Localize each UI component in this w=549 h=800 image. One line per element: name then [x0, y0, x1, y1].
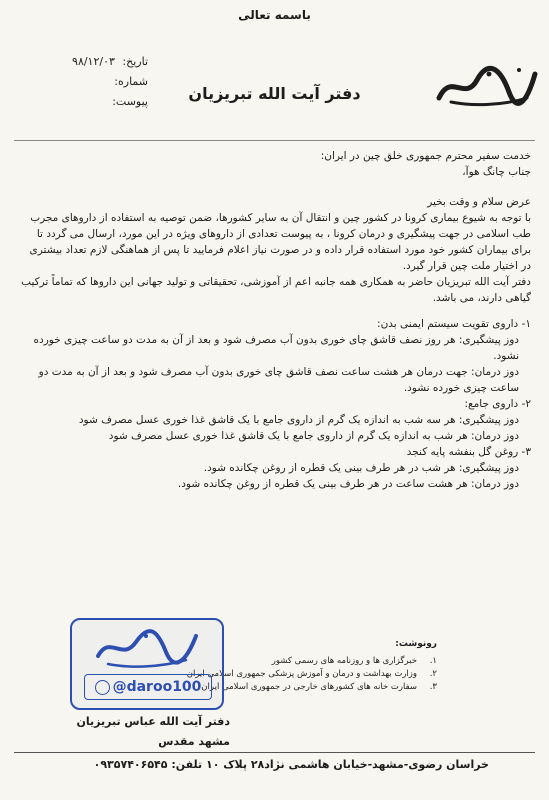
cc-item-text: سفارت خانه های کشورهای خارجی در جمهوری اسلامی ایران	[201, 682, 417, 692]
paragraph-2: دفتر آیت الله تبریزیان حاضر به همکاری همه جانبه اعم از آموزشی، تحقیقاتی و تولید جهانی این داروها که تماماً ترکیب گیاهی دارند، می باشد.	[21, 276, 531, 304]
number-row	[18, 72, 148, 92]
date-row	[18, 52, 148, 72]
date-value: ۹۸/۱۲/۰۳	[72, 55, 115, 68]
stamp-calligraphy	[92, 626, 202, 670]
item-2-title: ۲- داروی جامع:	[464, 398, 531, 410]
cc-item-number: ۱.	[429, 656, 437, 666]
cc-item-text: وزارت بهداشت و درمان و آموزش پزشکی جمهوری اسلامی ایران	[186, 669, 417, 679]
signature-block	[70, 712, 230, 752]
attachment-row	[18, 92, 148, 112]
header-divider	[14, 140, 535, 141]
letter-body	[21, 148, 531, 492]
attachment-label: پیوست:	[112, 95, 148, 108]
paragraph-1: با توجه به شیوع بیماری کرونا در کشور چین و انتقال آن به سایر کشورها، ضمن توصیه به استفاده از داروهای مجرب طب اسلامی در جهت پیشگیری و درمان کرونا ، به پیوست تعدادی از داروهای ویژه در این مورد، ارسال می گردد تا برای بیماران کشور خود مورد استفاده قرار داده و در صورت نیاز اعلام فرمایید تا پس از هماهنگی لازم تعداد بیشتری در اختیار ملت چین قرار گیرد.	[29, 212, 531, 272]
stamp-handle-text: @daroo100	[112, 679, 202, 695]
recipient-line-2: جناب چانگ هوآ،	[462, 166, 531, 178]
basmala: باسمه تعالی	[238, 8, 311, 22]
signature-name: دفتر آیت الله عباس تبریزیان	[76, 715, 230, 728]
cc-title: رونوشت:	[395, 639, 437, 649]
item-2-treatment: دوز درمان: هر شب به اندازه یک گرم از داروی جامع با یک قاشق غذا خوری عسل مصرف شود	[108, 430, 519, 442]
item-3-prevention: دوز پیشگیری: هر شب در هر طرف بینی یک قطره از روغن چکانده شود.	[203, 462, 519, 474]
item-1-title: ۱- داروی تقویت سیستم ایمنی بدن:	[377, 318, 531, 330]
item-3-treatment: دوز درمان: هر هشت ساعت در هر طرف بینی یک قطره از روغن چکانده شود.	[177, 478, 519, 490]
item-1-treatment: دوز درمان: جهت درمان هر هشت ساعت نصف قاشق چای خوری بدون آب مصرف شود و بعد از آن به مدت دو ساعت چیزی خورده نشود.	[38, 366, 519, 394]
greeting: عرض سلام و وقت بخیر	[427, 196, 531, 208]
item-3-title: ۳- روغن گل بنفشه پایه کنجد	[406, 446, 531, 458]
item-2-prevention: دوز پیشگیری: هر سه شب به اندازه یک گرم از داروی جامع با یک قاشق غذا خوری عسل مصرف شود	[78, 414, 519, 426]
cc-item-text: خبرگزاری ها و روزنامه های رسمی کشور	[271, 656, 417, 666]
office-stamp	[70, 618, 224, 710]
stamp-handle-box	[84, 674, 212, 700]
footer-divider	[14, 752, 535, 753]
date-label: تاریخ:	[122, 55, 148, 68]
cc-item-number: ۲.	[429, 669, 437, 679]
item-1-prevention: دوز پیشگیری: هر روز نصف قاشق چای خوری بدون آب مصرف شود و بعد از آن به مدت دو ساعت چیزی خورده نشود.	[33, 334, 519, 362]
office-title: دفتر آیت الله تبریزیان	[188, 84, 361, 103]
signature-city: مشهد مقدس	[158, 735, 230, 748]
footer-address: خراسان رضوی-مشهد-خیابان هاشمی نژاد۲۸ پلاک ۱۰ تلفن: ۰۹۳۵۷۴۰۶۵۴۵	[93, 758, 489, 771]
recipient-line-1: خدمت سفیر محترم جمهوری خلق چین در ایران:	[320, 150, 531, 162]
letter-meta	[18, 52, 148, 112]
instagram-icon	[95, 680, 110, 695]
number-label: شماره:	[114, 75, 148, 88]
cc-item-number: ۳.	[429, 682, 437, 692]
